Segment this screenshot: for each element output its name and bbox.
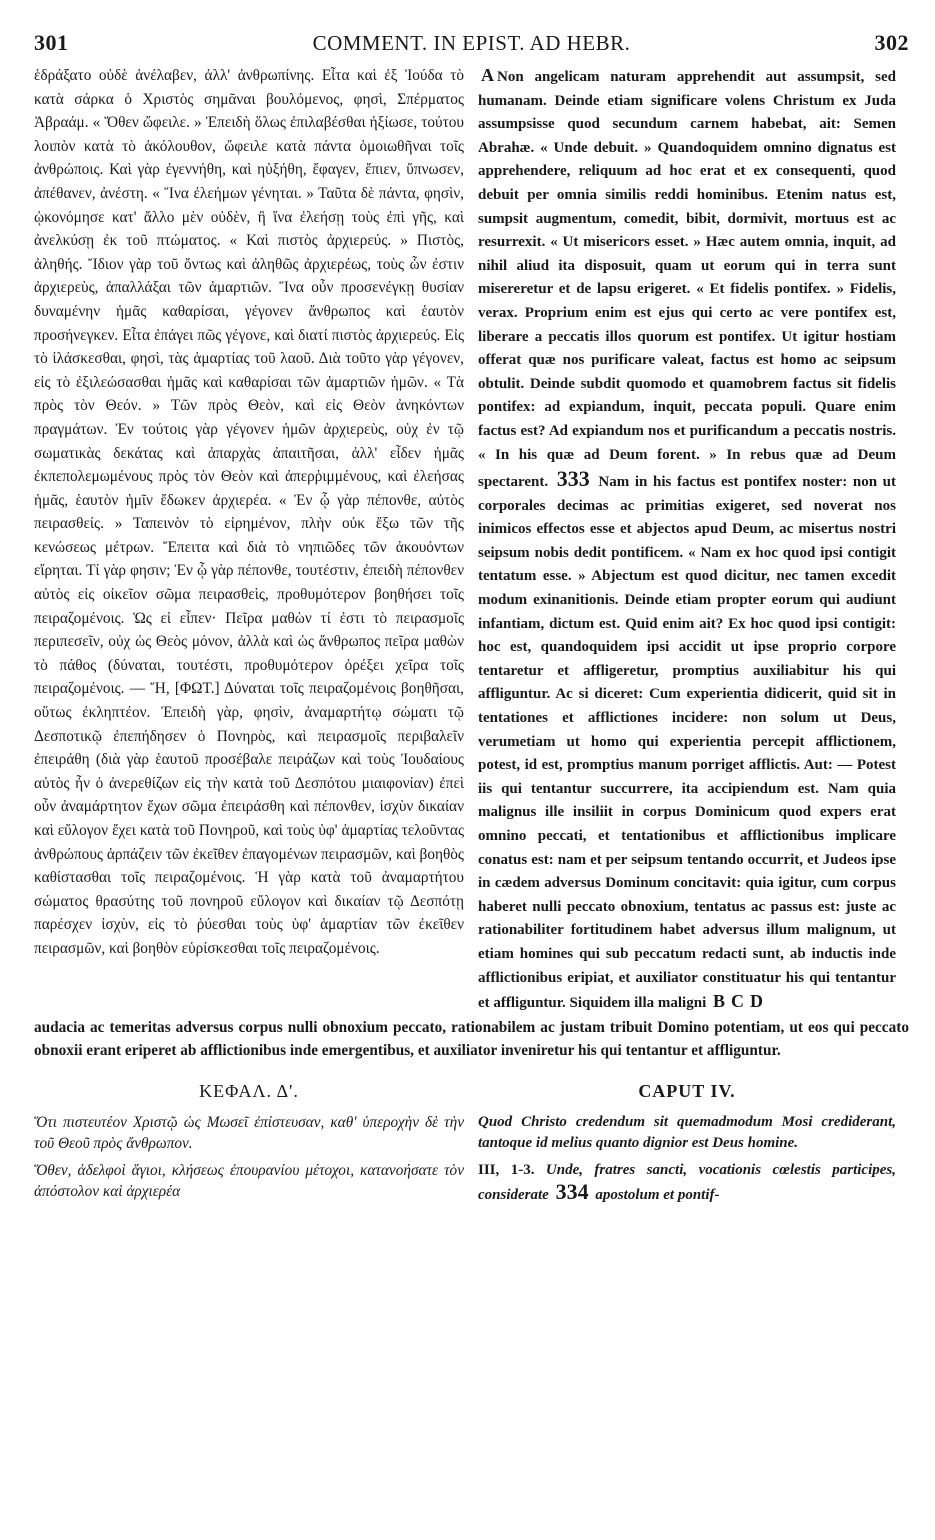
right-page-number: 302 <box>874 30 909 55</box>
column-number-334: 334 <box>555 1178 589 1204</box>
greek-chapter-summary: Ὅτι πιστευτέον Χριστῷ ὡς Μωσεῖ ἐπίστευσαν, καθ' ὑπεροχὴν δὲ τὴν τοῦ Θεοῦ πρὸς ἄνθρωπον. <box>34 1113 464 1152</box>
greek-column <box>34 64 464 1016</box>
latin-chapter-title: CAPUT IV. <box>638 1080 736 1101</box>
column-number: 333 <box>556 466 590 492</box>
latin-verse-a: Unde, fratres sancti, vocationis cœlestis participes, considerate <box>478 1161 897 1203</box>
section-marker-b: B <box>712 991 725 1012</box>
latin-chapter-body <box>478 1112 896 1206</box>
running-header <box>34 30 909 60</box>
verse-reference: III, 1-3. <box>478 1161 535 1178</box>
full-width-paragraph: audacia ac temeritas adversus corpus nulli obnoxium peccato, rationabilem ac justam tribuit Domino potentiam, ut eos qui peccato obnoxii erant eriperet ab afflictionibus inde emergentibus, et auxiliator inveniretur his qui tentantur et affliguntur. <box>34 1018 909 1060</box>
section-marker-c: C <box>731 991 744 1012</box>
section-marker-d: D <box>750 991 763 1012</box>
latin-chapter <box>478 1075 896 1212</box>
two-column-body <box>34 64 909 1016</box>
latin-text <box>478 64 896 1016</box>
greek-chapter-body <box>34 1112 464 1202</box>
latin-column <box>478 64 896 1016</box>
greek-chapter-title: ΚΕΦΑΛ. Δ'. <box>199 1080 299 1101</box>
latin-chapter-verse <box>478 1160 896 1206</box>
latin-text-part1: Non angelicam naturam apprehendit aut assumpsit, sed humanam. Deinde etiam significare volens Christum ex Juda assumpsisse quod secundum carnem habebat, ait: Semen Abrahæ. « Unde debuit. » Quandoquidem omnino dignatus est apprehendere, reliquum ad hoc erat et ex consequenti, quod debuit per omnia similis reddi hominibus. Etenim natus est, sumpsit augmentum, comedit, bibit, dormivit, mortuus est ac resurrexit. « Ut misericors esset. » Hæc autem omnia, inquit, ad nihil aliud ita disposuit, quam ut eorum qui in terra sunt misereretur et de lapsu erigeret. « Et fidelis pontifex. » Fidelis, verax. Proprium enim est ejus qui certo ac vere pontifex est, liberare a peccatis illos quorum est pontifex. Ut igitur hostiam offerat quæ nos purificare valeat, factus est homo ac seipsum obtulit. Deinde subdit quomodo et quamobrem factus sit fidelis pontifex: ad expiandum, inquit, peccata populi. Quare enim factus est? Ad expiandum nos et purificandum a peccatis nostris. « In his quæ ad Deum forent. » In rebus quæ ad Deum spectarent. <box>478 69 896 491</box>
section-marker-a: A <box>481 65 494 85</box>
left-page-number: 301 <box>34 30 69 55</box>
greek-chapter <box>34 1075 464 1212</box>
greek-text: ἑδράξατο οὐδὲ ἀνέλαβεν, ἀλλ' ἀνθρωπίνης. Εἶτα καὶ ἐξ Ἰούδα τὸ κατὰ σάρκα ὁ Χριστὸς σημᾶναι βουλόμενος, φησὶ, Σπέρματος Ἀβραάμ. « Ὅθεν ὤφειλε. » Ἐπειδὴ ὅλως ἐπιλαβέσθαι ἠξίωσε, τούτου λοιπὸν κατὰ τὸ ἀκόλουθον, ὤφειλε κατὰ πάντα ὁμοιωθῆναι τοῖς ἀνθρώποις. Καὶ γὰρ ἐγεννήθη, καὶ ηὐξήθη, ἔφαγεν, ἔπιεν, ὕπνωσεν, ἀπέθανεν, ἀνέστη. « Ἵνα ἐλεήμων γένηται. » Ταῦτα δὲ πάντα, φησὶν, ᾠκονόμησε κατ' ἄλλο μὲν οὐδὲν, ἢ ἵνα ἐλεήσῃ τοὺς ἐπὶ γῆς, καὶ ἀνελκύσῃ ἐκ τοῦ πτώματος. « Καὶ πιστὸς ἀρχιερεύς. » Πιστὸς, ἀληθής. Ἴδιον γὰρ τοῦ ὄντως καὶ ἀληθῶς ἀρχιερέως, τοὺς ὧν ἐστιν ἀρχιερεὺς, ἀπαλλάξαι τῶν ἁμαρτιῶν. Ἵνα οὖν προσενέγκῃ θυσίαν δυναμένην ἡμᾶς καθαρίσαι, γέγονεν ἄνθρωπος καὶ ἑαυτὸν προσήνεγκεν. Εἶτα ἐπάγει πῶς γέγονε, καὶ διατί πιστὸς ἀρχιερεύς. Εἰς τὸ ἱλάσκεσθαι, φησὶ, τὰς ἁμαρτίας τοῦ λαοῦ. Διὰ τοῦτο γὰρ γέγονεν, εἰς τὸ ἐξιλεώσασθαι ἡμᾶς καὶ καθαρίσαι τῶν ἁμαρτιῶν ἡμῶν. « Τὰ πρὸς τὸν Θεόν. » Τῶν πρὸς Θεὸν, καὶ εἰς Θεὸν ἀνηκόντων πραγμάτων. Ἐν τούτοις γὰρ γέγονεν ἡμῶν ἀρχιερεὺς, οὐχ ἐν τῷ σωματικὰς δεκάτας καὶ ἀπαρχὰς ἀπαιτῆσαι, ἀλλ' εἶδεν ἡμᾶς ἐκπεπολεμωμένους πρὸς τὸν Θεὸν καὶ ἀπερῥιμμένους, καὶ ἐλεήσας ἡμᾶς, ἑαυτὸν ἡμῖν ἔδωκεν ἀρχιερέα. « Ἐν ᾧ γὰρ πέπονθε, αὐτὸς πειρασθείς. » Ταπεινὸν τὸ εἰρημένον, πλὴν οὐκ ἔξω τῶν τῆς κενώσεως μέτρων. Ἔπειτα καὶ διὰ τὸ νηπιῶδες τῶν ἀκουόντων εἴρηται. Τί γὰρ φησιν; Ἐν ᾧ γὰρ πέπονθε, τουτέστιν, ἐπειδὴ πέπονθεν αὐτὸς εἰς οἰκεῖον σῶμα πειρασθεὶς, προθυμότερον βοηθήσει τοῖς πειραζομένοις. Ὡς εἰ εἶπεν· Πεῖρα μαθὼν τί ἐστι τὸ πειρασμοῖς περιπεσεῖν, οὐχ ὡς Θεὸς μόνον, ἀλλὰ καὶ ὡς ἄνθρωπος πεῖρα μαθὼν τὸ πάθος (δύναται, τουτέστι, προθυμότερον ὀρέξει χεῖρα τοῖς πειραζομένοις. — Ἤ, [ΦΩΤ.] Δύναται τοῖς πειραζομένοις βοηθῆσαι, οὕτως ἐκληπτέον. Ἐπειδὴ γὰρ, φησὶν, ἀναμαρτήτῳ σώματι τῷ Δεσποτικῷ ἐπεπήδησεν ὁ Πονηρὸς, καὶ πειρασμοῖς περιβαλεῖν ἐπειράθη (διὰ γὰρ ἑαυτοῦ προσέβαλε πειράζων καὶ τοὺς Ἰουδαίους αὐτὸς ἦν ὁ ἀνερεθίζων εἰς τὴν κατὰ τοῦ Δεσπότου μιαιφονίαν) ἐπεὶ οὖν ἀναμάρτητον ἔχων σῶμα ἐπειράσθη καὶ πέπονθεν, ἰσχὺν δικαίαν καὶ εὔλογον ἔχει κατὰ τοῦ Πονηροῦ, καὶ τοὺς ὑφ' ἁμαρτίας τελοῦντας ἀνθρώπους ἁρπάζειν τῶν ἐκεῖθεν ἐπαγομένων πειρασμῶν, καὶ βοηθὸς καθίστασθαι τοῖς πειραζομένοις. Ἡ γὰρ κατὰ τοῦ ἀναμαρτήτου σώματος θρασύτης τοῦ πονηροῦ εὔλογον καὶ δικαίαν τῷ Δεσπότῃ παρέσχεν ἰσχὺν, εἰς τὸ ῥύεσθαι τοὺς ὑφ' ἁμαρτίαν τῶν ἐκεῖθεν πειρασμῶν, καὶ βοηθὸν εὑρίσκεσθαι τοῖς πειραζομένοις. <box>34 67 464 957</box>
greek-chapter-verse: Ὅθεν, ἀδελφοὶ ἅγιοι, κλήσεως ἐπουρανίου μέτοχοι, κατανοήσατε τὸν ἀπόστολον καὶ ἀρχιερέα <box>34 1161 464 1200</box>
latin-text-part2: Nam in his factus est pontifex noster: non ut corporales decimas ac primitias exigeret, sed noverat nos inimicos effectos esse et abjectos apud Deum, ac misertus nostri seipsum nobis dedit pontificem. « Nam ex hoc quod ipsi contigit tentatum esse. » Abjectum est quod dicitur, nec tamen excedit modum exinanitionis. Deinde etiam propter eorum qui audiunt infantiam, dictum est. Quid enim ait? Ex hoc quod ipsi contigit: hoc est, quandoquidem ipsi accidit ut ipse proprio corpore tentaretur et affligeretur, promptius auxiliabitur his qui affliguntur. Ac si diceret: Cum experientia didicerit, quid sit in tentationes et afflictiones incidere: non solum ut Deus, verumetiam ut homo qui experientia percepit afflictionem, potest, id est, promptius manum porriget afflictis. Aut: — Potest iis qui tentantur succurrere, ita accipiendum est. Nam quia malignus ille insiliit in corpus Dominicum quod expers erat omnino peccati, et tentationibus et afflictionibus implicare conatus est: nam et per seipsum tentando occurrit, et Judeos ipse in cædem adversus Dominum concitavit: quia igitur, cum corpus haberet nulli peccato obnoxium, tentatus ac passus est: juste ac rationabiliter fortitudinem habet adversus illum malignum, ut etiam homines qui sub peccatum redacti sunt, ab inductis inde afflictionibus eripiat, et auxiliator constituatur his qui tentantur et affliguntur. Siquidem illa maligni <box>478 474 897 1012</box>
latin-verse-b: apostolum et pontif- <box>595 1186 720 1203</box>
chapter-section <box>34 1075 909 1212</box>
running-title: COMMENT. IN EPIST. AD HEBR. <box>312 31 631 55</box>
latin-chapter-summary: Quod Christo credendum sit quemadmodum Mosi crediderant, tantoque id melius quanto dignior est Deus homine. <box>478 1113 896 1151</box>
